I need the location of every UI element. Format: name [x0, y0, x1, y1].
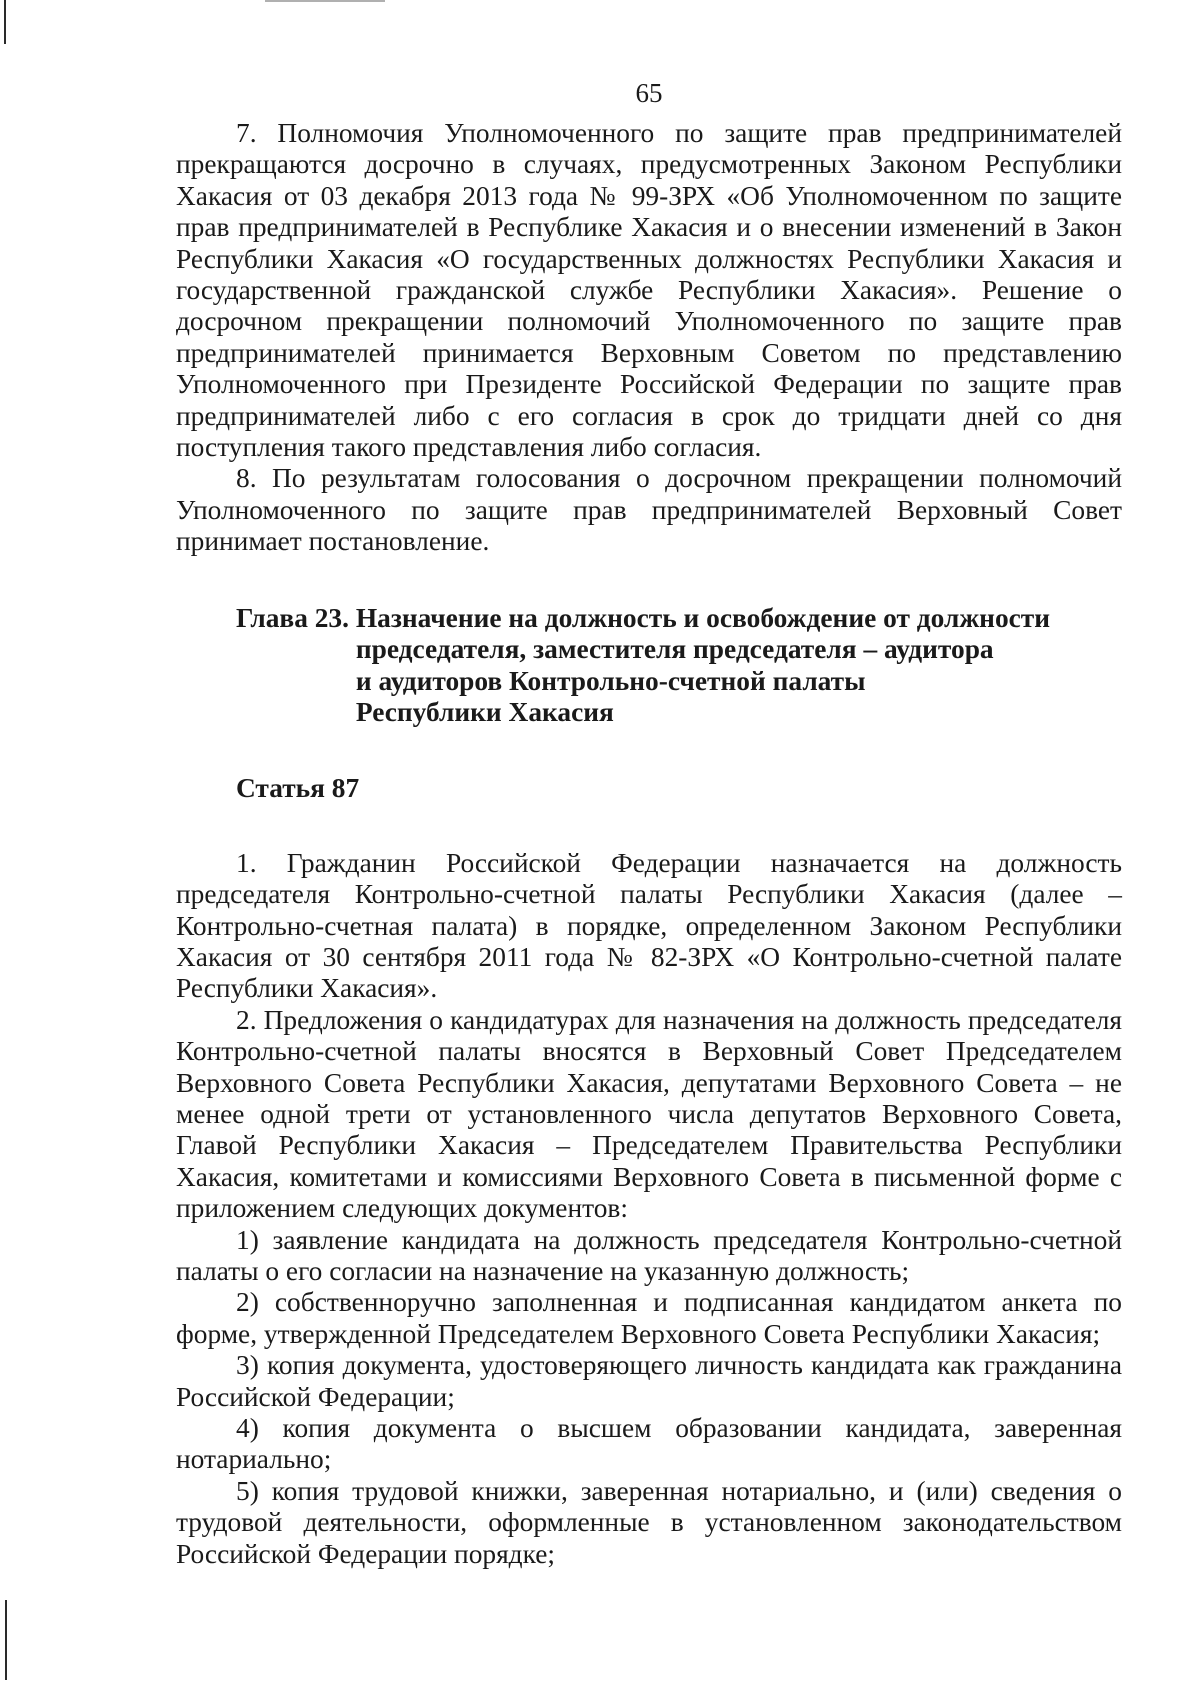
- page-number: 65: [635, 78, 663, 108]
- article-paragraph-2: 2. Предложения о кандидатурах для назначения на должность председателя Контрольно-счетной палаты вносятся в Верховный Совет Председателем Верховного Совета Республики Хакасия, депутатами Верховного Совета – не менее одной трети от установленного числа депутатов Верховного Совета, Главой Республики Хакасия – Председателем Правительства Республики Хакасия, комитетами и комиссиями Верховного Совета в письменной форме с приложением следующих документов:: [176, 1004, 1122, 1224]
- paragraph-8: 8. По результатам голосования о досрочном прекращении полномочий Уполномоченного по защите прав предпринимателей Верховный Совет принимает постановление.: [176, 463, 1122, 557]
- chapter-title-line: председателя, заместителя председателя – аудитора: [355, 634, 994, 665]
- article-paragraph-1: 1. Гражданин Российской Федерации назначается на должность председателя Контрольно-счетной палаты Республики Хакасия (далее – Контрольно-счетная палата) в порядке, определенном Законом Республики Хакасия от 30 сентября 2011 года № 82-ЗРХ «О Контрольно-счетной палате Республики Хакасия».: [176, 847, 1122, 1004]
- chapter-title: [356, 603, 1050, 729]
- chapter-heading: [176, 603, 1122, 729]
- list-item-1: 1) заявление кандидата на должность председателя Контрольно-счетной палаты о его согласии на назначение на указанную должность;: [176, 1224, 1122, 1286]
- article-title: Статья 87: [236, 773, 360, 804]
- list-item-2: 2) собственноручно заполненная и подписанная кандидатом анкета по форме, утвержденной Председателем Верховного Совета Республики Хакасия;: [176, 1287, 1122, 1349]
- scan-edge-mark-bottom: [5, 1600, 7, 1680]
- chapter-title-line: Республики Хакасия: [355, 696, 614, 727]
- list-item-3: 3) копия документа, удостоверяющего личность кандидата как гражданина Российской Федерации;: [176, 1350, 1122, 1412]
- list-item-4: 4) копия документа о высшем образовании кандидата, заверенная нотариально;: [176, 1413, 1122, 1475]
- scan-edge-mark-top-horizontal: [265, 0, 385, 2]
- list-item-5: 5) копия трудовой книжки, заверенная нотариально, и (или) сведения о трудовой деятельности, оформленные в установленном законодательством Российской Федерации порядке;: [176, 1475, 1122, 1569]
- chapter-title-line: Назначение на должность и освобождение от должности: [355, 602, 1051, 633]
- chapter-title-line: и аудиторов Контрольно-счетной палаты: [355, 665, 866, 696]
- paragraph-7: 7. Полномочия Уполномоченного по защите прав предпринимателей прекращаются досрочно в случаях, предусмотренных Законом Республики Хакасия от 03 декабря 2013 года № 99-ЗРХ «Об Уполномоченном по защите прав предпринимателей в Республике Хакасия и о внесении изменений в Закон Республики Хакасия «О государственных должностях Республики Хакасия и государственной гражданской службе Республики Хакасия». Решение о досрочном прекращении полномочий Уполномоченного по защите прав предпринимателей принимается Верховным Советом по представлению Уполномоченного при Президенте Российской Федерации по защите прав предпринимателей либо с его согласия в срок до тридцати дней со дня поступления такого представления либо согласия.: [176, 118, 1122, 463]
- chapter-label: Глава 23.: [236, 602, 356, 633]
- scan-edge-mark-top: [4, 0, 6, 44]
- document-page: [176, 76, 1122, 1570]
